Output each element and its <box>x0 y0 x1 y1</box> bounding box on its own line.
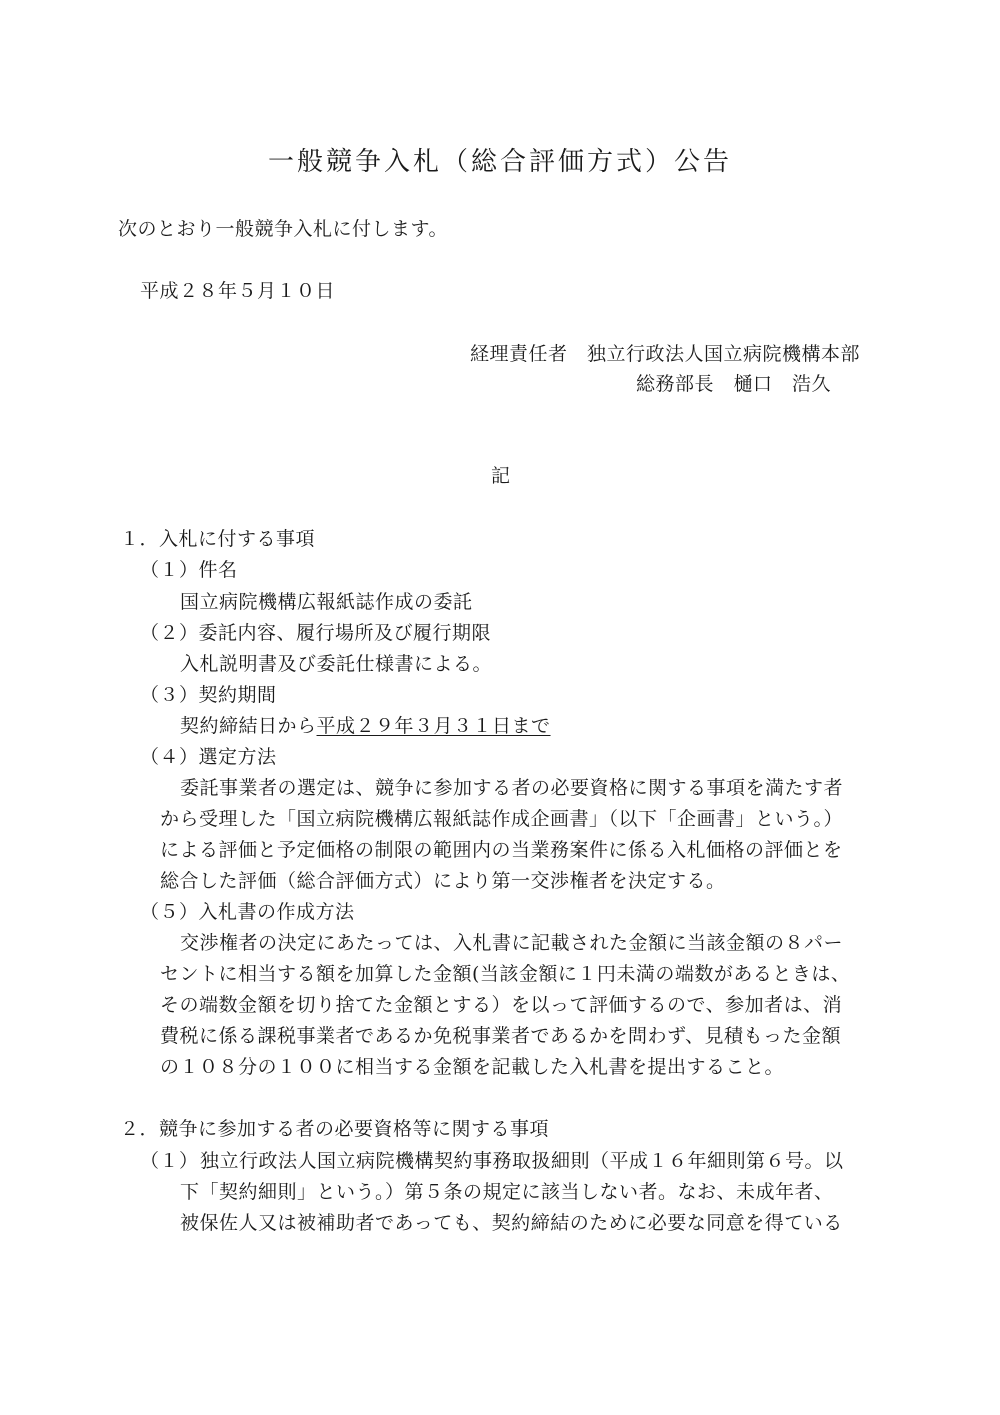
section-1-heading: １．入札に付する事項 <box>120 528 316 550</box>
document-title: 一般競争入札（総合評価方式）公告 <box>267 147 732 177</box>
intro-text: 次のとおり一般競争入札に付します。 <box>118 218 448 240</box>
item-1-1-label: （１）件名 <box>140 559 238 581</box>
item-1-5-line: その端数金額を切り捨てた金額とする）を以って評価するので、参加者は、消 <box>160 994 843 1016</box>
item-2-1-line: 独立行政法人国立病院機構契約事務取扱細則（平成１６年細則第６号。以 <box>200 1150 844 1172</box>
notice-date: 平成２８年５月１０日 <box>140 280 336 302</box>
item-1-4-line: 委託事業者の選定は、競争に参加する者の必要資格に関する事項を満たす者 <box>180 777 844 799</box>
issuer-line-1: 経理責任者 独立行政法人国立病院機構本部 <box>470 343 861 365</box>
contract-period-start: 契約締結日から <box>180 715 317 737</box>
item-1-2-label: （２）委託内容、履行場所及び履行期限 <box>140 622 492 644</box>
item-1-5-line: 費税に係る課税事業者であるか免税事業者であるかを問わず、見積もった金額 <box>160 1025 841 1047</box>
item-1-4-label: （４）選定方法 <box>140 746 277 768</box>
item-1-5-line: セントに相当する額を加算した金額(当該金額に１円未満の端数があるときは、 <box>160 963 851 985</box>
item-1-4-line: による評価と予定価格の制限の範囲内の当業務案件に係る入札価格の評価とを <box>160 839 843 861</box>
item-1-3-label: （３）契約期間 <box>140 684 277 706</box>
item-1-2-body: 入札説明書及び委託仕様書による。 <box>180 653 493 675</box>
item-1-3-body <box>180 713 551 739</box>
item-2-1-line: 被保佐人又は被補助者であっても、契約締結のために必要な同意を得ている <box>180 1212 843 1234</box>
contract-period-end: 平成２９年３月３１日まで <box>316 715 551 737</box>
item-1-4-line: から受理した「国立病院機構広報紙誌作成企画書」（以下「企画書」という。） <box>160 808 844 830</box>
section-2-heading: ２．競争に参加する者の必要資格等に関する事項 <box>120 1118 550 1140</box>
item-2-1-line: 下「契約細則」という。）第５条の規定に該当しない者。なお、未成年者、 <box>180 1181 834 1203</box>
item-1-5-line: 交渉権者の決定にあたっては、入札書に記載された金額に当該金額の８パー <box>180 932 844 954</box>
item-2-1-label: （１） <box>140 1150 199 1172</box>
ki-marker: 記 <box>491 465 511 487</box>
item-1-1-body: 国立病院機構広報紙誌作成の委託 <box>180 591 473 613</box>
item-1-5-line: の１０８分の１００に相当する金額を記載した入札書を提出すること。 <box>160 1056 785 1078</box>
issuer-line-2: 総務部長 樋口 浩久 <box>636 373 832 395</box>
item-1-5-label: （５）入札書の作成方法 <box>140 901 355 923</box>
item-1-4-line: 総合した評価（総合評価方式）により第一交渉権者を決定する。 <box>160 870 726 892</box>
